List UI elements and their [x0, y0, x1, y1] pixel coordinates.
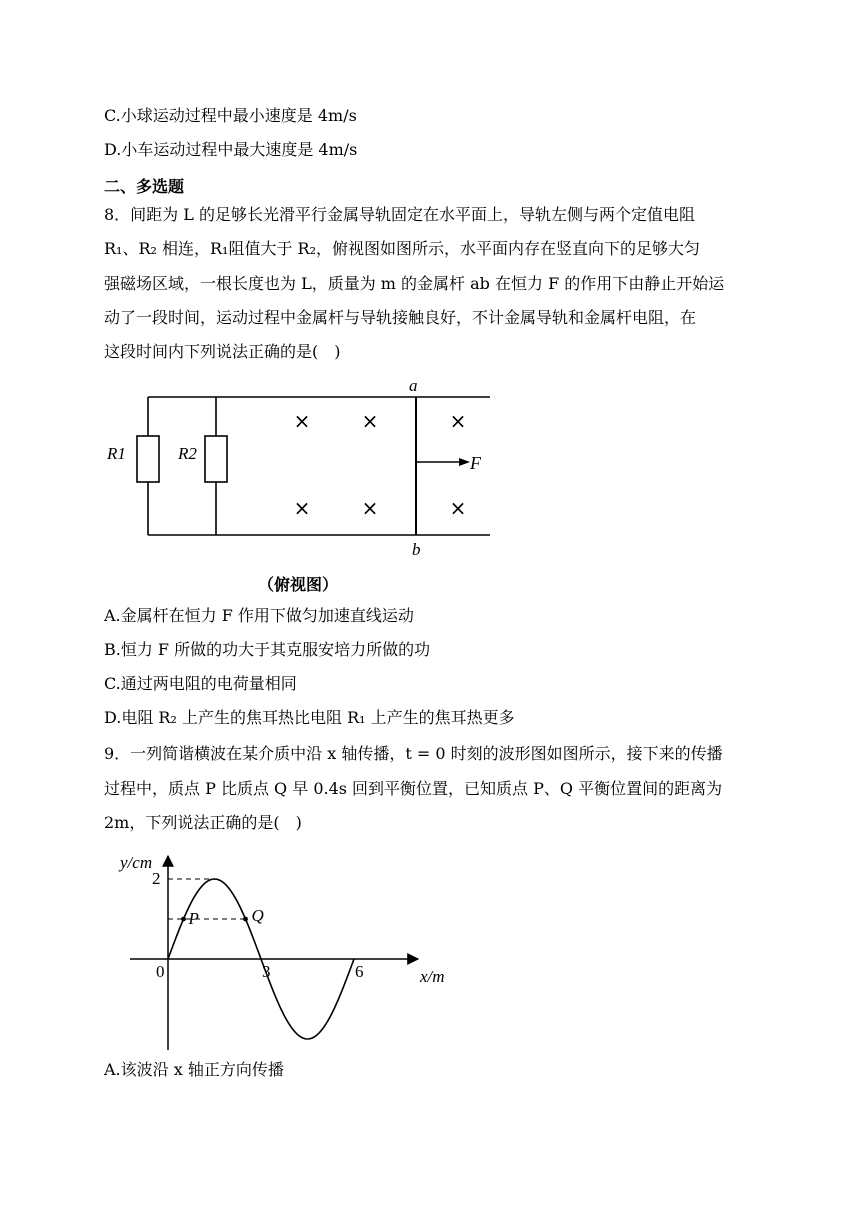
label-r2: R2: [178, 444, 197, 463]
q9-line-2: 过程中，质点 P 比质点 Q 早 0.4s 回到平衡位置，已知质点 P、Q 平衡位置间的距离为: [104, 779, 723, 798]
field-mark: ×: [293, 496, 311, 520]
field-mark: ×: [449, 496, 467, 520]
field-mark: ×: [293, 409, 311, 433]
x-tick-label: 0: [156, 962, 165, 981]
q8-option-d: D.电阻 R₂ 上产生的焦耳热比电阻 R₁ 上产生的焦耳热更多: [104, 708, 515, 727]
field-mark: ×: [361, 409, 379, 433]
resistor-r1: [137, 436, 159, 482]
x-tick-label: 3: [262, 962, 271, 981]
q8-line-5: 这段时间内下列说法正确的是( ): [104, 342, 341, 361]
figure-caption: （俯视图）: [257, 575, 339, 594]
x-axis-label: x/m: [420, 967, 445, 986]
point-label-p: P: [188, 909, 199, 928]
label-a: a: [409, 376, 418, 395]
option-d-prev: D.小车运动过程中最大速度是 4m/s: [104, 140, 358, 159]
q8-line-3: 强磁场区域，一根长度也为 L，质量为 m 的金属杆 ab 在恒力 F 的作用下由静止开始运: [104, 274, 725, 293]
q8-option-b: B.恒力 F 所做的功大于其克服安培力所做的功: [104, 640, 431, 659]
x-tick-label: 6: [355, 962, 364, 981]
q8-line-4: 动了一段时间，运动过程中金属杆与导轨接触良好，不计金属导轨和金属杆电阻，在: [104, 308, 697, 327]
field-mark: ×: [361, 496, 379, 520]
option-c-prev: C.小球运动过程中最小速度是 4m/s: [104, 106, 357, 125]
q9-line-3: 2m，下列说法正确的是( ): [104, 813, 302, 832]
section-title: 二、多选题: [104, 177, 185, 196]
field-mark: ×: [449, 409, 467, 433]
q8-circuit-figure: [100, 372, 500, 602]
q8-option-a: A.金属杆在恒力 F 作用下做匀加速直线运动: [104, 606, 414, 625]
point-q: [243, 917, 248, 922]
resistor-r2: [205, 436, 227, 482]
point-label-q: Q: [251, 906, 264, 925]
label-r1: R1: [107, 444, 126, 463]
y-tick-label: 2: [152, 869, 161, 888]
q9-option-a: A.该波沿 x 轴正方向传播: [104, 1060, 284, 1079]
q8-option-c: C.通过两电阻的电荷量相同: [104, 674, 297, 693]
q8-line-1: 8．间距为 L 的足够长光滑平行金属导轨固定在水平面上，导轨左侧与两个定值电阻: [104, 205, 695, 224]
q8-line-2: R₁、R₂ 相连，R₁阻值大于 R₂，俯视图如图所示，水平面内存在竖直向下的足够大匀: [104, 239, 701, 258]
q9-line-1: 9．一列简谐横波在某介质中沿 x 轴传播，t = 0 时刻的波形图如图所示，接下来的传播: [104, 744, 723, 763]
label-b: b: [412, 540, 421, 559]
q9-wave-chart: [100, 848, 470, 1053]
label-f: F: [470, 453, 481, 473]
force-arrowhead: [459, 458, 470, 466]
y-axis-label: y/cm: [120, 853, 153, 872]
